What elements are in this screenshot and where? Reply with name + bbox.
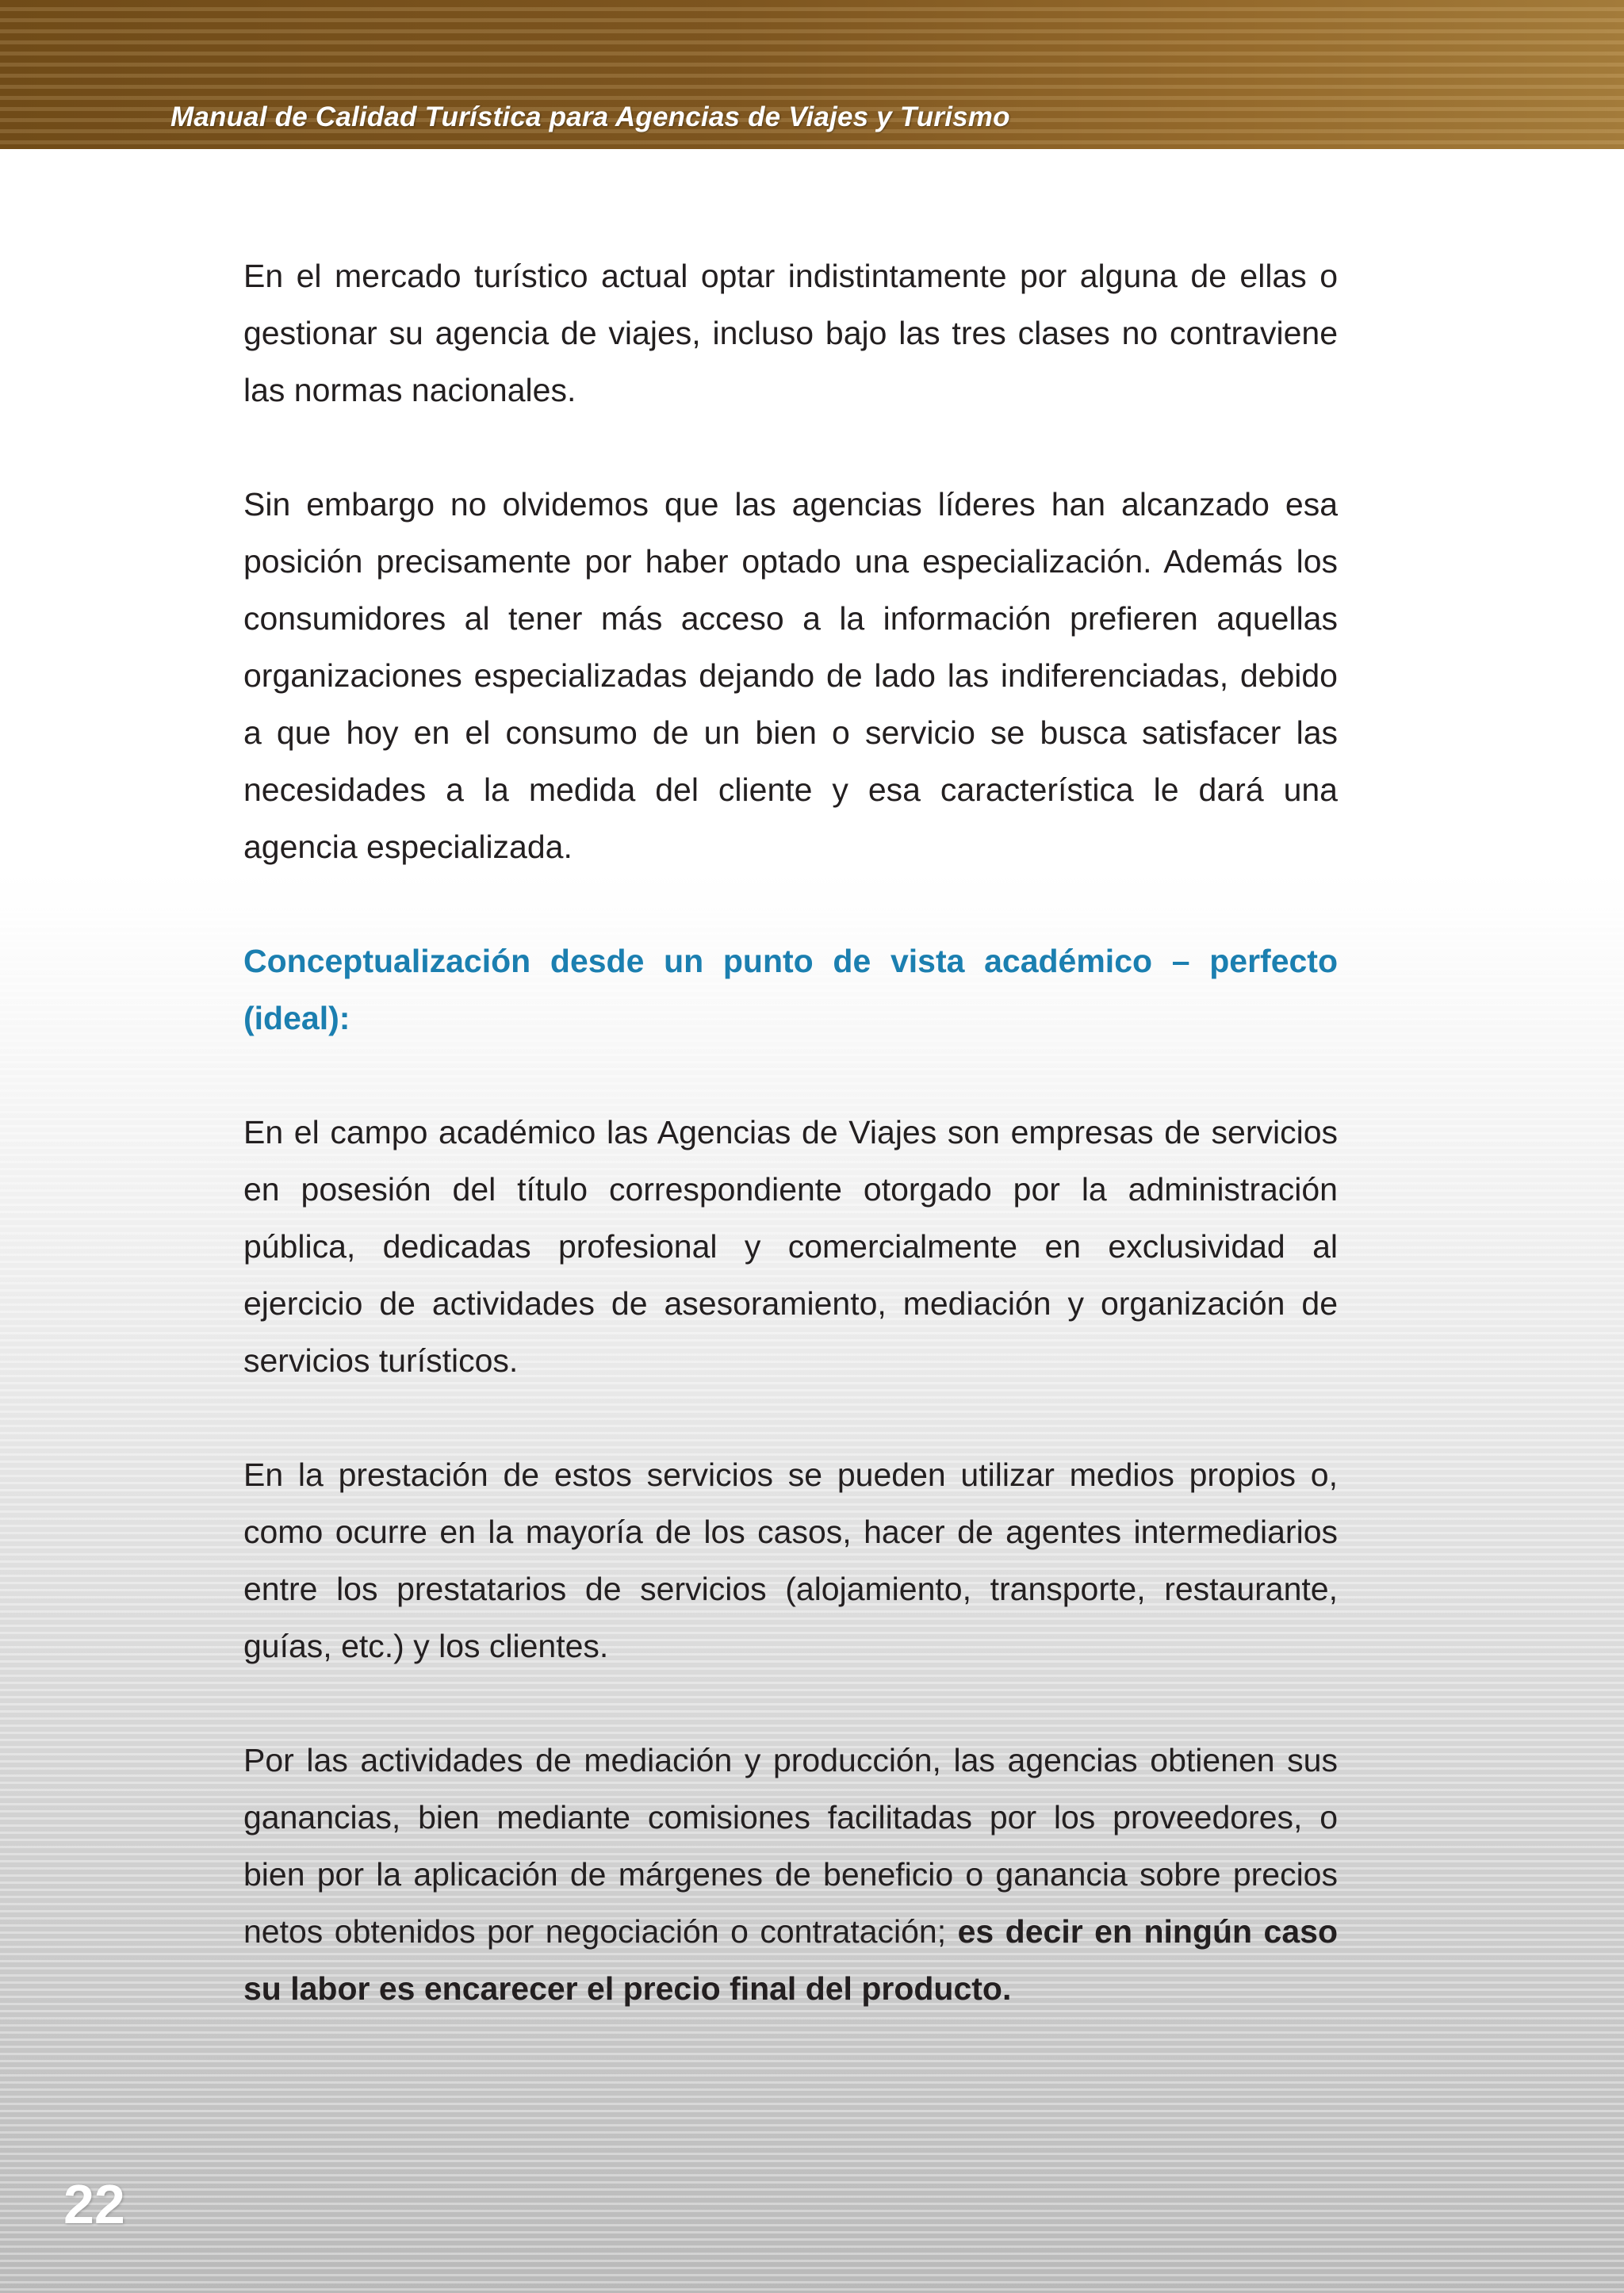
paragraph-4: En la prestación de estos servicios se pueden utilizar medios propios o, como ocurre en la mayoría de los casos, hacer de agentes intermediarios entre los prestatarios de servicios (alojamiento, transporte, restaurante, guías, etc.) y los clientes. — [243, 1457, 1338, 1664]
section-heading: Conceptualización desde un punto de vista académico – perfecto (ideal): — [243, 943, 1338, 1036]
paragraph-3: En el campo académico las Agencias de Viajes son empresas de servicios en posesión del título correspondiente otorgado por la administración pública, dedicadas profesional y comercialmente en exclusividad al ejercicio de actividades de asesoramiento, mediación y organización de servicios turísticos. — [243, 1114, 1338, 1379]
paragraph-5-bold-text: es decir en ningún caso su labor es encarecer el precio final del producto. — [243, 1913, 1338, 2007]
paragraph-5-text: Por las actividades de mediación y producción, las agencias obtienen sus ganancias, bien mediante comisiones facilitadas por los proveedores, o bien por la aplicación de márgenes de beneficio o ganancia sobre precios netos obtenidos por negociación o contratación; — [243, 1742, 1338, 1950]
paragraph-1: En el mercado turístico actual optar indistintamente por alguna de ellas o gestionar su agencia de viajes, incluso bajo las tres clases no contraviene las normas nacionales. — [243, 258, 1338, 408]
paragraph-5 — [243, 1732, 1338, 2017]
header-band — [0, 0, 1624, 149]
paragraph-2: Sin embargo no olvidemos que las agencias líderes han alcanzado esa posición precisamente por haber optado una especialización. Además los consumidores al tener más acceso a la información prefieren aquellas organizaciones especializadas dejando de lado las indiferenciadas, debido a que hoy en el consumo de un bien o servicio se busca satisfacer las necesidades a la medida del cliente y esa característica le dará una agencia especializada. — [243, 486, 1338, 865]
header-title: Manual de Calidad Turística para Agencias de Viajes y Turismo — [170, 101, 1010, 132]
page-number: 22 — [63, 2173, 125, 2235]
main-content — [243, 247, 1338, 2074]
